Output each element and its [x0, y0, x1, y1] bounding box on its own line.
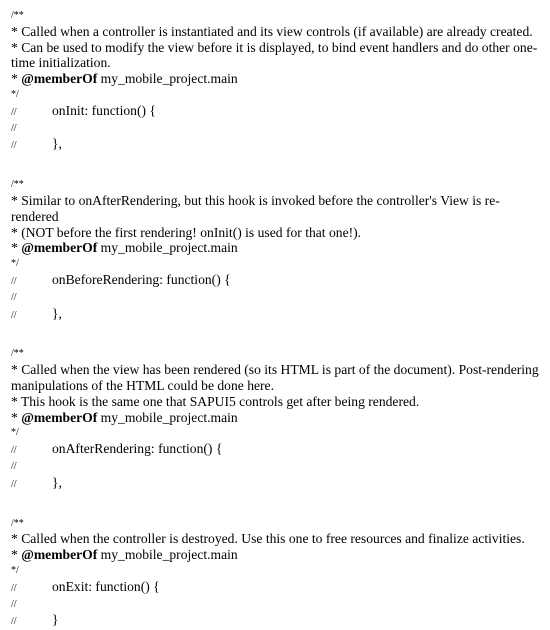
line-comment-marker: //: [11, 106, 17, 118]
code-line: [11, 306, 541, 324]
line-comment-marker: //: [11, 122, 17, 134]
member-of-tag: @memberOf: [21, 71, 98, 87]
code-line: [11, 136, 541, 154]
code-line: [11, 121, 541, 137]
comment-description: * Called when the view has been rendered (so its HTML is part of the document). Post-rendering manipulations of the HTML could be done here.: [11, 362, 543, 393]
code-line: [11, 441, 541, 459]
code-text: onAfterRendering: function() {: [52, 441, 223, 457]
line-comment-marker: //: [11, 140, 17, 152]
comment-open: /**: [11, 348, 24, 360]
line-comment-marker: //: [11, 582, 17, 594]
member-of-value: my_mobile_project.main: [97, 409, 238, 425]
code-line: [11, 459, 541, 475]
comment-close: */: [11, 258, 19, 270]
member-of-value: my_mobile_project.main: [97, 71, 238, 87]
member-of-tag: @memberOf: [21, 547, 98, 563]
comment-description: * This hook is the same one that SAPUI5 controls get after being rendered.: [11, 393, 420, 409]
code-text: },: [52, 474, 62, 490]
code-text: onInit: function() {: [52, 102, 156, 118]
line-comment-marker: //: [11, 275, 17, 287]
member-of-line: [11, 547, 541, 563]
doc-comment-block-onafterrendering: [11, 346, 541, 492]
member-of-line: [11, 410, 541, 426]
line-comment-marker: //: [11, 478, 17, 490]
doc-comment-block-onexit: [11, 516, 541, 630]
code-line: [11, 475, 541, 493]
member-of-prefix: *: [11, 409, 22, 425]
member-of-tag: @memberOf: [21, 409, 98, 425]
code-line: [11, 612, 541, 630]
comment-close: */: [11, 88, 19, 100]
member-of-tag: @memberOf: [21, 240, 98, 256]
comment-description: * Can be used to modify the view before it is displayed, to bind event handlers and do other one-time initialization.: [11, 39, 538, 71]
line-comment-marker: //: [11, 309, 17, 321]
comment-description: * Called when the controller is destroyed. Use this one to free resources and finalize activities.: [11, 531, 525, 547]
member-of-prefix: *: [11, 547, 22, 563]
code-line: [11, 579, 541, 597]
comment-description: * (NOT before the first rendering! onInit() is used for that one!).: [11, 224, 362, 240]
doc-comment-block-oninit: [11, 8, 541, 154]
comment-close: */: [11, 427, 19, 439]
member-of-value: my_mobile_project.main: [97, 547, 238, 563]
member-of-prefix: *: [11, 240, 22, 256]
code-text: },: [52, 305, 62, 321]
comment-open: /**: [11, 517, 24, 529]
code-text: onExit: function() {: [52, 578, 160, 594]
comment-description: * Called when a controller is instantiated and its view controls (if available) are already created.: [11, 23, 533, 39]
code-document: [11, 8, 541, 630]
line-comment-marker: //: [11, 598, 17, 610]
code-line: [11, 290, 541, 306]
member-of-line: [11, 71, 541, 87]
code-text: onBeforeRendering: function() {: [52, 271, 231, 287]
comment-close: */: [11, 564, 19, 576]
line-comment-marker: //: [11, 460, 17, 472]
line-comment-marker: //: [11, 445, 17, 457]
comment-open: /**: [11, 179, 24, 191]
code-text: },: [52, 136, 62, 152]
member-of-line: [11, 240, 541, 256]
comment-description: * Similar to onAfterRendering, but this hook is invoked before the controller's View is re-rendered: [11, 192, 500, 224]
doc-comment-block-onbeforerendering: [11, 177, 541, 323]
code-line: [11, 597, 541, 613]
line-comment-marker: //: [11, 616, 17, 628]
line-comment-marker: //: [11, 291, 17, 303]
member-of-value: my_mobile_project.main: [97, 240, 238, 256]
member-of-prefix: *: [11, 71, 22, 87]
code-line: [11, 272, 541, 290]
code-text: }: [52, 612, 59, 628]
code-line: [11, 103, 541, 121]
comment-open: /**: [11, 10, 24, 21]
